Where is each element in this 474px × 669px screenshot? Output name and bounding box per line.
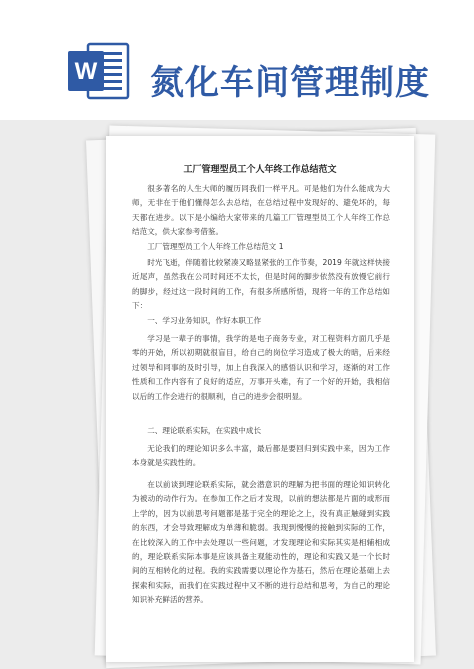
svg-text:W: W (74, 58, 98, 85)
paragraph: 无论我们的理论知识多么丰富，最后都是要回归到实践中来，因为工作本身就是实践性的。 (132, 444, 390, 468)
paragraph: 学习是一辈子的事情，我学的是电子商务专业，对工程资料方面几乎是零的开始，所以初期就很盲目，给自己的岗位学习造成了极大的暗，后来经过领导和同事的及时引导，加上自我深入的感悟认识和学习，逐渐的对工作性质和工作内容有了良好的适应，万事开头难，有了一个好的开始，我相信以后的工作会进行的很顺利，自己的进步会很明显。 (132, 334, 390, 401)
paragraph-intro: 很多著名的人生大师的履历同我们一样平凡。可是他们为什么能成为大师，无非在于他们懂得怎么去总结，在总结过程中发现好的、避免坏的，每天都在进步。以下是小编给大家带来的几篇工厂管理型员工个人年终工作总结范文，供大家参考借鉴。 (132, 184, 390, 237)
document-title: 工厂管理型员工个人年终工作总结范文 (183, 165, 337, 175)
section-heading: 工厂管理型员工个人年终工作总结范文 1 (147, 242, 284, 251)
word-document-icon (68, 42, 130, 100)
page-title: 氮化车间管理制度 (150, 63, 430, 103)
paragraph: 时光飞逝，伴随着比较紧凑又略显紧张的工作节奏，2019 年就这样快接近尾声，虽然我在公司时间还不太长，但是时间的脚步依然没有放慢它前行的脚步，经过这一段时间的工作，有很多所感所悟，现将一年的工作总结如下： (132, 258, 390, 311)
section-heading: 二、理论联系实际，在实践中成长 (147, 426, 262, 435)
paragraph: 在以前谈到理论联系实际，就会潜意识的理解为把书面的理论知识转化为被动的动作行为。在参加工作之后才发现，以前的想法都是片面的或形而上学的，因为以前思考问题都是基于完全的理论之上，没有真正触碰到实践的东西，才会导致理解成为单薄和脆弱。我现到慢慢的接触到实际的工作，在比较深入的工作中去处理以一些问题，才发现理论和实际其实是相辅相成的，理论联系实际本事是应该具备主观能动性的，理论和实践又是一个长时间的互相转化的过程。我的实践需要以理论作为基石，然后在理论基础上去探索和实际，而我们在实践过程中又不断的进行总结和思考，为自己的理论知识补充鲜活的营养。 (132, 480, 390, 605)
section-heading: 一、学习业务知识，作好本职工作 (147, 316, 262, 325)
document-page (106, 136, 414, 662)
header-banner (0, 0, 474, 125)
